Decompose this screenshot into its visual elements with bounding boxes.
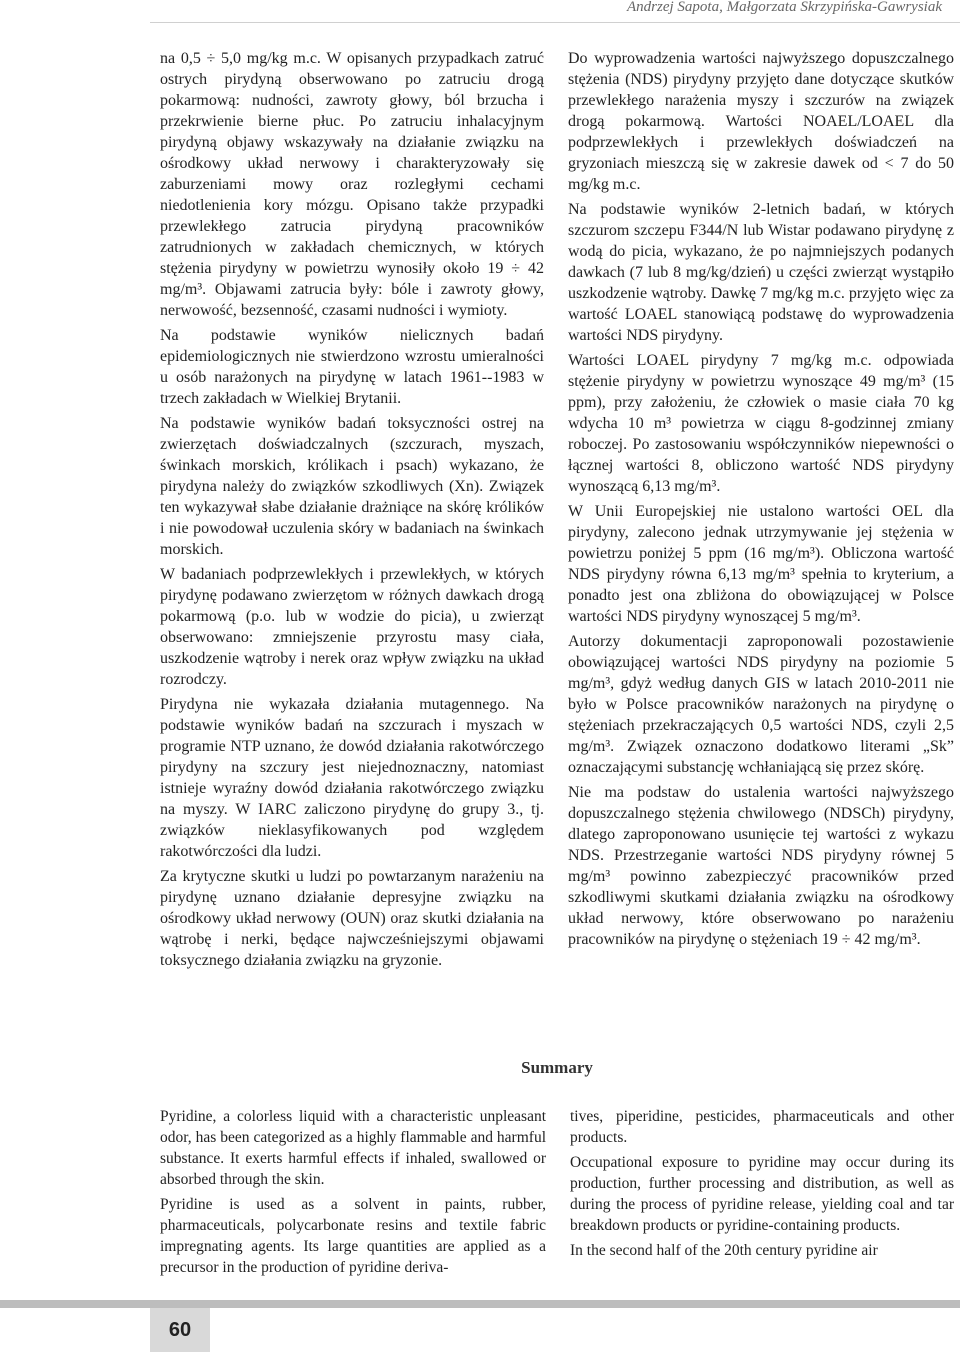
summary-right-column <box>570 1106 954 1265</box>
summary-paragraph: Occupational exposure to pyridine may occur during its production, further processing and distribution, as well as during the process of pyridine release, yielding coal and tar breakdown products or pyridine-containing products. <box>570 1154 954 1234</box>
paragraph: Pirydyna nie wykazała działania mutagennego. Na podstawie wyników badań na szczurach i myszach w programie NTP uznano, że dowód działania rakotwórczego pirydyny na szczury jest niejednoznaczny, natomiast istnieje wyraźny dowód działania rakotwórczego związku na myszy. W IARC zaliczono pirydynę do grupy 3., tj. związków nieklasyfikowanych pod względem rakotwórczości dla ludzi. <box>160 696 544 860</box>
left-text-column <box>160 48 544 975</box>
right-text-column <box>568 48 954 954</box>
paragraph: Za krytyczne skutki u ludzi po powtarzanym narażeniu na pirydynę uznano działanie depresyjne związku na ośrodkowy układ nerwowy (OUN) oraz skutki działania na wątrobę i nerki, będące najwcześniejszymi objawami toksycznego działania związku na gryzonie. <box>160 868 544 969</box>
summary-paragraph: Pyridine is used as a solvent in paints, rubber, pharmaceuticals, polycarbonate resins and textile fabric impregnating agents. Its large quantities are applied as a precursor in the production of pyridine deriva- <box>160 1196 546 1276</box>
paragraph: na 0,5 ÷ 5,0 mg/kg m.c. W opisanych przypadkach zatruć ostrych pirydyną obserwowano po zatruciu drogą pokarmową: nudności, zawroty głowy, ból brzucha i przekrwienie bierne płuc. Po zatruciu inhalacyjnym pirydyną objawy wskazywały na działanie związku na ośrodkowy układ nerwowy i charakteryzowały się zaburzeniami mowy oraz rozległymi cechami niedotlenienia kory mózgu. Opisano także przypadki przewlekłego zatrucia pirydyną pracowników zatrudnionych w zakładach chemicznych, w których stężenia pirydyny w powietrzu wynosiły około 19 ÷ 42 mg/m³. Objawami zatrucia były: bóle i zawroty głowy, nerwowość, bezsenność, czasami nudności i wymioty. <box>160 50 544 319</box>
paragraph: Wartości LOAEL pirydyny 7 mg/kg m.c. odpowiada stężenie pirydyny w powietrzu wynoszące 49 mg/m³ (15 ppm), przy założeniu, że człowiek o masie ciała 70 kg wdycha 10 m³ powietrza w ciągu 8-godzinnej zmiany roboczej. Po zastosowaniu współczynników niepewności o łącznej wartości 8, obliczono wartość NDS pirydyny wynoszącą 6,13 mg/m³. <box>568 352 954 495</box>
paragraph: W badaniach podprzewlekłych i przewlekłych, w których pirydynę podawano zwierzętom w różnych dawkach drogą pokarmową (p.o. lub w wodzie do picia), u zwierząt obserwowano: zmniejszenie przyrostu masy ciała, uszkodzenie wątroby i nerek oraz wpływ związku na układ rozrodczy. <box>160 566 544 688</box>
summary-paragraph: In the second half of the 20th century pyridine air <box>570 1242 878 1259</box>
paragraph: Na podstawie wyników nielicznych badań epidemiologicznych nie stwierdzono wzrostu umieralności u osób narażonych na pirydynę w latach 1961--1983 w trzech zakładach w Wielkiej Brytanii. <box>160 327 544 407</box>
paragraph: Na podstawie wyników 2-letnich badań, w których szczurom szczepu F344/N lub Wistar podawano pirydynę z wodą do picia, wykazano, że po najmniejszych podanych dawkach (7 lub 8 mg/kg/dzień) u części zwierząt wystąpiło uszkodzenie wątroby. Dawkę 7 mg/kg m.c. przyjęto więc za wartość LOAEL stanowiącą podstawę do wyprowadzenia wartości NDS pirydyny. <box>568 201 954 344</box>
paragraph: W Unii Europejskiej nie ustalono wartości OEL dla pirydyny, zalecono jednak utrzymywanie jej stężenia w powietrzu poniżej 5 ppm (16 mg/m³). Obliczona wartość NDS pirydyny równa 6,13 mg/m³ spełnia to kryterium, a ponadto jest ona zbliżona do obowiązującej w Polsce wartości NDS pirydyny wynoszącej 5 mg/m³. <box>568 503 954 625</box>
running-header-author: Andrzej Sapota, Małgorzata Skrzypińska-Gawrysiak <box>627 0 942 15</box>
summary-paragraph: Pyridine, a colorless liquid with a characteristic unpleasant odor, has been categorized as a highly flammable and harmful substance. It exerts harmful effects if inhaled, swallowed or absorbed through the skin. <box>160 1108 546 1188</box>
header-divider <box>150 22 960 23</box>
summary-left-column <box>160 1106 546 1282</box>
paragraph: Do wyprowadzenia wartości najwyższego dopuszczalnego stężenia (NDS) pirydyny przyjęto dane dotyczące skutków przewlekłego narażenia myszy i szczurów na związek drogą pokarmową. Wartości NOAEL/LOAEL dla podprzewlekłych i przewlekłych doświadczeń na gryzoniach mieszczą się w zakresie dawek od < 7 do 50 mg/kg m.c. <box>568 50 954 193</box>
paragraph: Nie ma podstaw do ustalenia wartości najwyższego dopuszczalnego stężenia chwilowego (NDSCh) pirydyny, dlatego zaproponowano usunięcie tej wartości z wykazu NDS. Przestrzeganie wartości NDS pirydyny równej 5 mg/m³ powinno zabezpieczyć pracowników przed szkodliwymi skutkami działania związku na ośrodkowy układ nerwowy, które obserwowano po narażeniu pracowników na pirydynę o stężeniach 19 ÷ 42 mg/m³. <box>568 784 954 948</box>
page-number: 60 <box>150 1308 210 1352</box>
footer-bar <box>0 1300 960 1308</box>
paragraph: Autorzy dokumentacji zaproponowali pozostawienie obowiązującej wartości NDS pirydyny na poziomie 5 mg/m³, gdyż według danych GIS w latach 2010-2011 nie było w Polsce pracowników narażonych na pirydynę o stężeniach przekraczających 0,5 wartości NDS, czyli 2,5 mg/m³. Związek oznaczono dodatkowo literami „Sk” oznaczającymi substancję wchłaniającą się przez skórę. <box>568 633 954 776</box>
summary-paragraph: tives, piperidine, pesticides, pharmaceuticals and other products. <box>570 1108 954 1146</box>
summary-heading: Summary <box>521 1058 593 1077</box>
paragraph: Na podstawie wyników badań toksyczności ostrej na zwierzętach doświadczalnych (szczurach, myszach, świnkach morskich, królikach i psach) wykazano, że pirydyna należy do związków szkodliwych (Xn). Związek ten wykazywał słabe działanie drażniące na skórę królików i nie powodował uczulenia skóry w badaniach na świnkach morskich. <box>160 415 544 558</box>
